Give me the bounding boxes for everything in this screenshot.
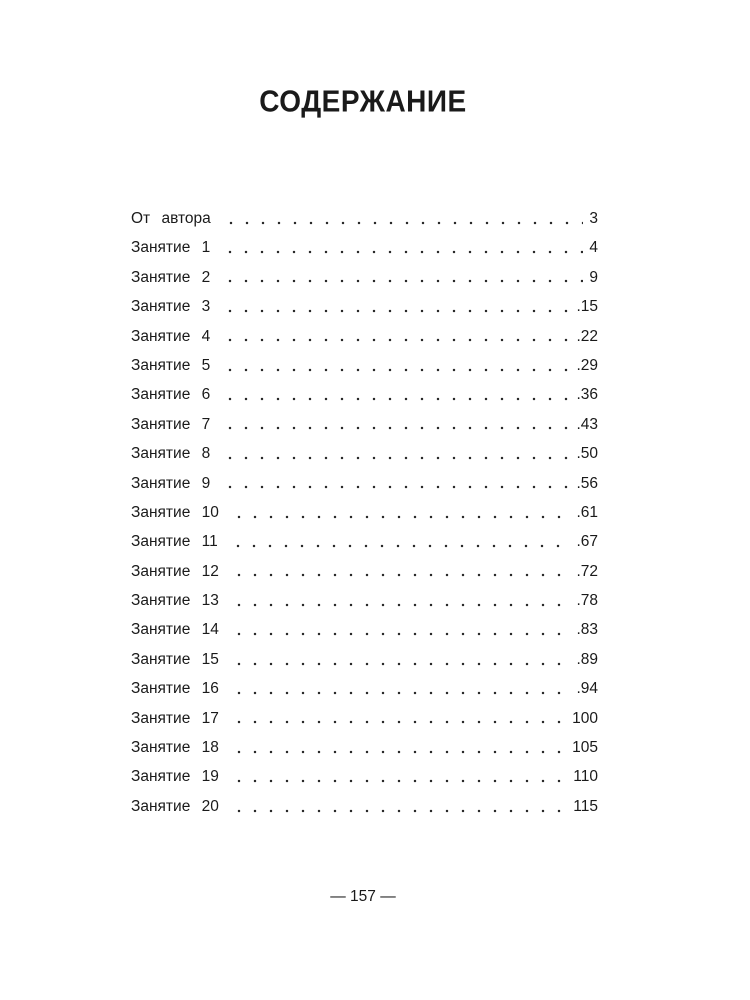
dot-leader xyxy=(222,368,570,372)
dot-leader xyxy=(231,603,571,607)
toc-entry-label: Занятие 12 xyxy=(131,562,219,580)
toc-entry xyxy=(131,762,598,791)
dot-leader xyxy=(230,544,571,548)
toc-entry-page: .56 xyxy=(576,474,598,492)
dot-leader xyxy=(222,426,570,430)
toc-entry xyxy=(131,704,598,733)
dot-leader xyxy=(231,691,571,695)
toc-entry-label: Занятие 15 xyxy=(131,650,219,668)
toc-entry-label: Занятие 10 xyxy=(131,503,219,521)
dot-leader xyxy=(231,515,571,519)
toc-entry-label: Занятие 17 xyxy=(131,709,219,727)
toc-entry xyxy=(131,469,598,498)
toc-entry xyxy=(131,263,598,292)
toc-entry xyxy=(131,645,598,674)
toc-entry-page: .50 xyxy=(576,445,598,463)
toc-entry-page: 100 xyxy=(572,709,598,727)
toc-entry-page: 4 xyxy=(589,239,598,257)
toc-entry-page: 9 xyxy=(589,268,598,286)
toc-entry-label: Занятие 20 xyxy=(131,797,219,815)
dot-leader xyxy=(222,456,570,460)
toc-entry-label: От автора xyxy=(131,210,211,227)
toc-entry-page: .72 xyxy=(576,562,598,580)
toc-entry-label: Занятие 11 xyxy=(131,533,218,551)
toc-entry xyxy=(131,586,598,615)
toc-entry-page: .36 xyxy=(576,386,598,404)
toc-entry-page: 110 xyxy=(573,768,598,786)
toc-entry-page: .29 xyxy=(576,356,598,374)
toc-entry-page: .22 xyxy=(576,327,598,345)
table-of-contents xyxy=(131,204,598,821)
toc-entry-label: Занятие 13 xyxy=(131,592,219,610)
toc-entry-label: Занятие 5 xyxy=(131,356,211,374)
toc-entry-label: Занятие 4 xyxy=(131,327,211,345)
toc-entry-label: Занятие 16 xyxy=(131,680,219,698)
toc-entry-page: .43 xyxy=(576,415,598,433)
toc-entry-label: Занятие 1 xyxy=(131,239,211,257)
toc-entry-page: .83 xyxy=(576,621,598,639)
toc-entry xyxy=(131,674,598,703)
toc-entry-label: Занятие 19 xyxy=(131,768,219,786)
toc-entry-label: Занятие 2 xyxy=(131,268,211,286)
dot-leader xyxy=(222,309,570,313)
toc-entry-page: .89 xyxy=(576,650,598,668)
dot-leader xyxy=(231,750,566,754)
toc-entry-page: .94 xyxy=(576,680,598,698)
toc-entry xyxy=(131,380,598,409)
toc-entry xyxy=(131,733,598,762)
page-number: — 157 — xyxy=(330,888,396,905)
dot-leader xyxy=(231,720,566,724)
toc-entry-label: Занятие 9 xyxy=(131,474,211,492)
dot-leader xyxy=(222,279,583,283)
toc-entry-label: Занятие 7 xyxy=(131,415,211,433)
toc-entry xyxy=(131,498,598,527)
dot-leader xyxy=(231,809,567,813)
toc-entry-page: .67 xyxy=(576,533,598,551)
toc-entry-page: .61 xyxy=(576,503,598,521)
toc-entry-label: Занятие 3 xyxy=(131,298,211,316)
toc-entry-page: 3 xyxy=(589,210,598,227)
toc-entry-label: Занятие 18 xyxy=(131,739,219,757)
toc-entry-label: Занятие 14 xyxy=(131,621,219,639)
dot-leader xyxy=(222,250,583,254)
toc-entry-page: .78 xyxy=(576,592,598,610)
toc-entry-page: 105 xyxy=(572,739,598,757)
dot-leader xyxy=(222,485,570,489)
toc-entry xyxy=(131,322,598,351)
toc-entry xyxy=(131,204,598,233)
toc-entry-label: Занятие 8 xyxy=(131,445,211,463)
toc-entry xyxy=(131,351,598,380)
dot-leader xyxy=(231,632,571,636)
toc-entry xyxy=(131,792,598,821)
toc-entry-page: .15 xyxy=(576,298,598,316)
toc-entry-page: 115 xyxy=(573,797,598,815)
toc-entry xyxy=(131,233,598,262)
dot-leader xyxy=(231,779,567,783)
toc-entry xyxy=(131,557,598,586)
toc-entry xyxy=(131,292,598,321)
dot-leader xyxy=(231,573,571,577)
dot-leader xyxy=(222,397,570,401)
toc-entry xyxy=(131,439,598,468)
dot-leader xyxy=(223,221,584,225)
dot-leader xyxy=(231,662,571,666)
toc-entry xyxy=(131,615,598,644)
dot-leader xyxy=(222,338,570,342)
toc-entry xyxy=(131,410,598,439)
page-title: СОДЕРЖАНИЕ xyxy=(259,84,467,119)
toc-entry-label: Занятие 6 xyxy=(131,386,211,404)
toc-entry xyxy=(131,527,598,556)
